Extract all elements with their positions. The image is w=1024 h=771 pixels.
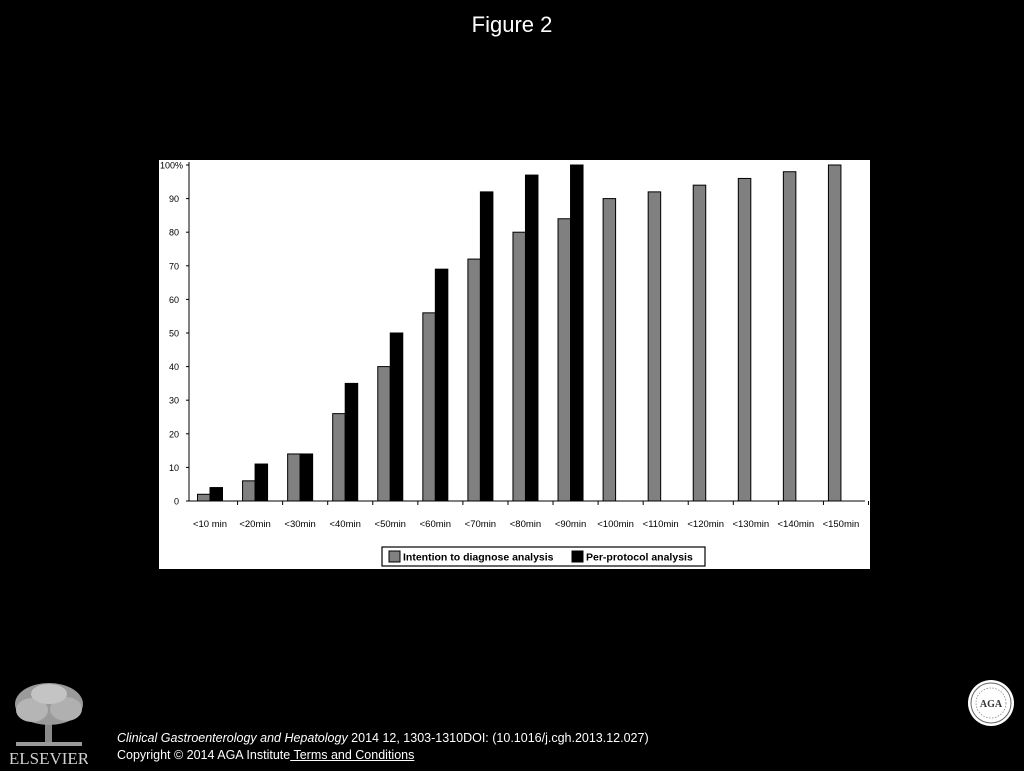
x-tick-label: <30min: [284, 519, 316, 530]
copyright-text: Copyright © 2014 AGA Institute: [117, 748, 291, 762]
x-tick-label: <90min: [554, 519, 587, 530]
bar-itd: [783, 172, 796, 501]
bar-pp: [300, 454, 313, 501]
bar-itd: [648, 192, 661, 501]
bar-itd: [828, 165, 841, 501]
y-tick-label: 50: [168, 328, 179, 339]
x-tick-label: <10 min: [192, 519, 228, 530]
aga-seal-logo: [967, 679, 1015, 732]
bar-pp: [480, 192, 493, 501]
svg-text:ELSEVIER: ELSEVIER: [10, 749, 88, 766]
bar-itd: [693, 185, 706, 501]
bar-itd: [468, 259, 481, 501]
citation-line: [117, 730, 649, 747]
x-tick-label: <130min: [732, 519, 770, 530]
legend-swatch: [389, 551, 400, 562]
slide-title: Figure 2: [471, 12, 553, 37]
x-tick-label: <20min: [239, 519, 271, 530]
bar-pp: [210, 488, 223, 501]
legend-label: Per-protocol analysis: [586, 551, 693, 564]
bar-itd: [558, 219, 571, 501]
citation-block: [117, 730, 649, 764]
x-tick-label: <110min: [642, 519, 679, 530]
terms-link[interactable]: Terms and Conditions: [290, 748, 415, 762]
bar-chart: [159, 160, 870, 569]
y-tick-label: 10: [168, 462, 179, 473]
legend-label: Intention to diagnose analysis: [403, 551, 554, 564]
bar-pp: [525, 175, 538, 501]
y-tick-label: 40: [168, 362, 179, 373]
x-tick-label: <100min: [597, 519, 634, 530]
x-tick-label: <40min: [329, 519, 361, 530]
x-tick-label: <50min: [374, 519, 406, 530]
bar-itd: [288, 454, 301, 501]
bar-itd: [198, 494, 211, 501]
chart-panel: [159, 160, 870, 569]
bar-itd: [738, 178, 751, 501]
bar-pp: [571, 165, 584, 501]
bar-itd: [243, 481, 256, 501]
bar-pp: [390, 333, 403, 501]
y-tick-label: 70: [168, 261, 179, 272]
x-tick-label: <60min: [419, 519, 452, 530]
y-tick-label: 0: [173, 496, 179, 507]
legend-swatch: [572, 551, 583, 562]
y-tick-label: 30: [168, 395, 179, 406]
elsevier-logo: [10, 680, 88, 771]
x-tick-label: <150min: [822, 519, 860, 530]
y-tick-label: 100%: [160, 160, 184, 171]
y-tick-label: 60: [168, 294, 179, 305]
bar-pp: [345, 383, 358, 501]
bar-itd: [333, 414, 346, 501]
x-tick-label: <140min: [777, 519, 815, 530]
svg-text:AGA: AGA: [979, 699, 1003, 710]
bar-itd: [603, 199, 616, 501]
x-tick-label: <80min: [509, 519, 542, 530]
y-tick-label: 80: [168, 227, 179, 238]
y-tick-label: 20: [168, 429, 179, 440]
copyright-line: [117, 747, 649, 764]
y-tick-label: 90: [168, 194, 179, 205]
x-tick-label: <120min: [687, 519, 725, 530]
bar-itd: [423, 313, 436, 501]
bar-itd: [513, 232, 526, 501]
bar-pp: [435, 269, 448, 501]
citation-details: 2014 12, 1303-1310DOI: (10.1016/j.cgh.2013.12.027): [347, 731, 649, 745]
bar-pp: [255, 464, 267, 501]
bar-itd: [378, 367, 391, 501]
journal-name: Clinical Gastroenterology and Hepatology: [117, 731, 348, 745]
x-tick-label: <70min: [464, 519, 497, 530]
